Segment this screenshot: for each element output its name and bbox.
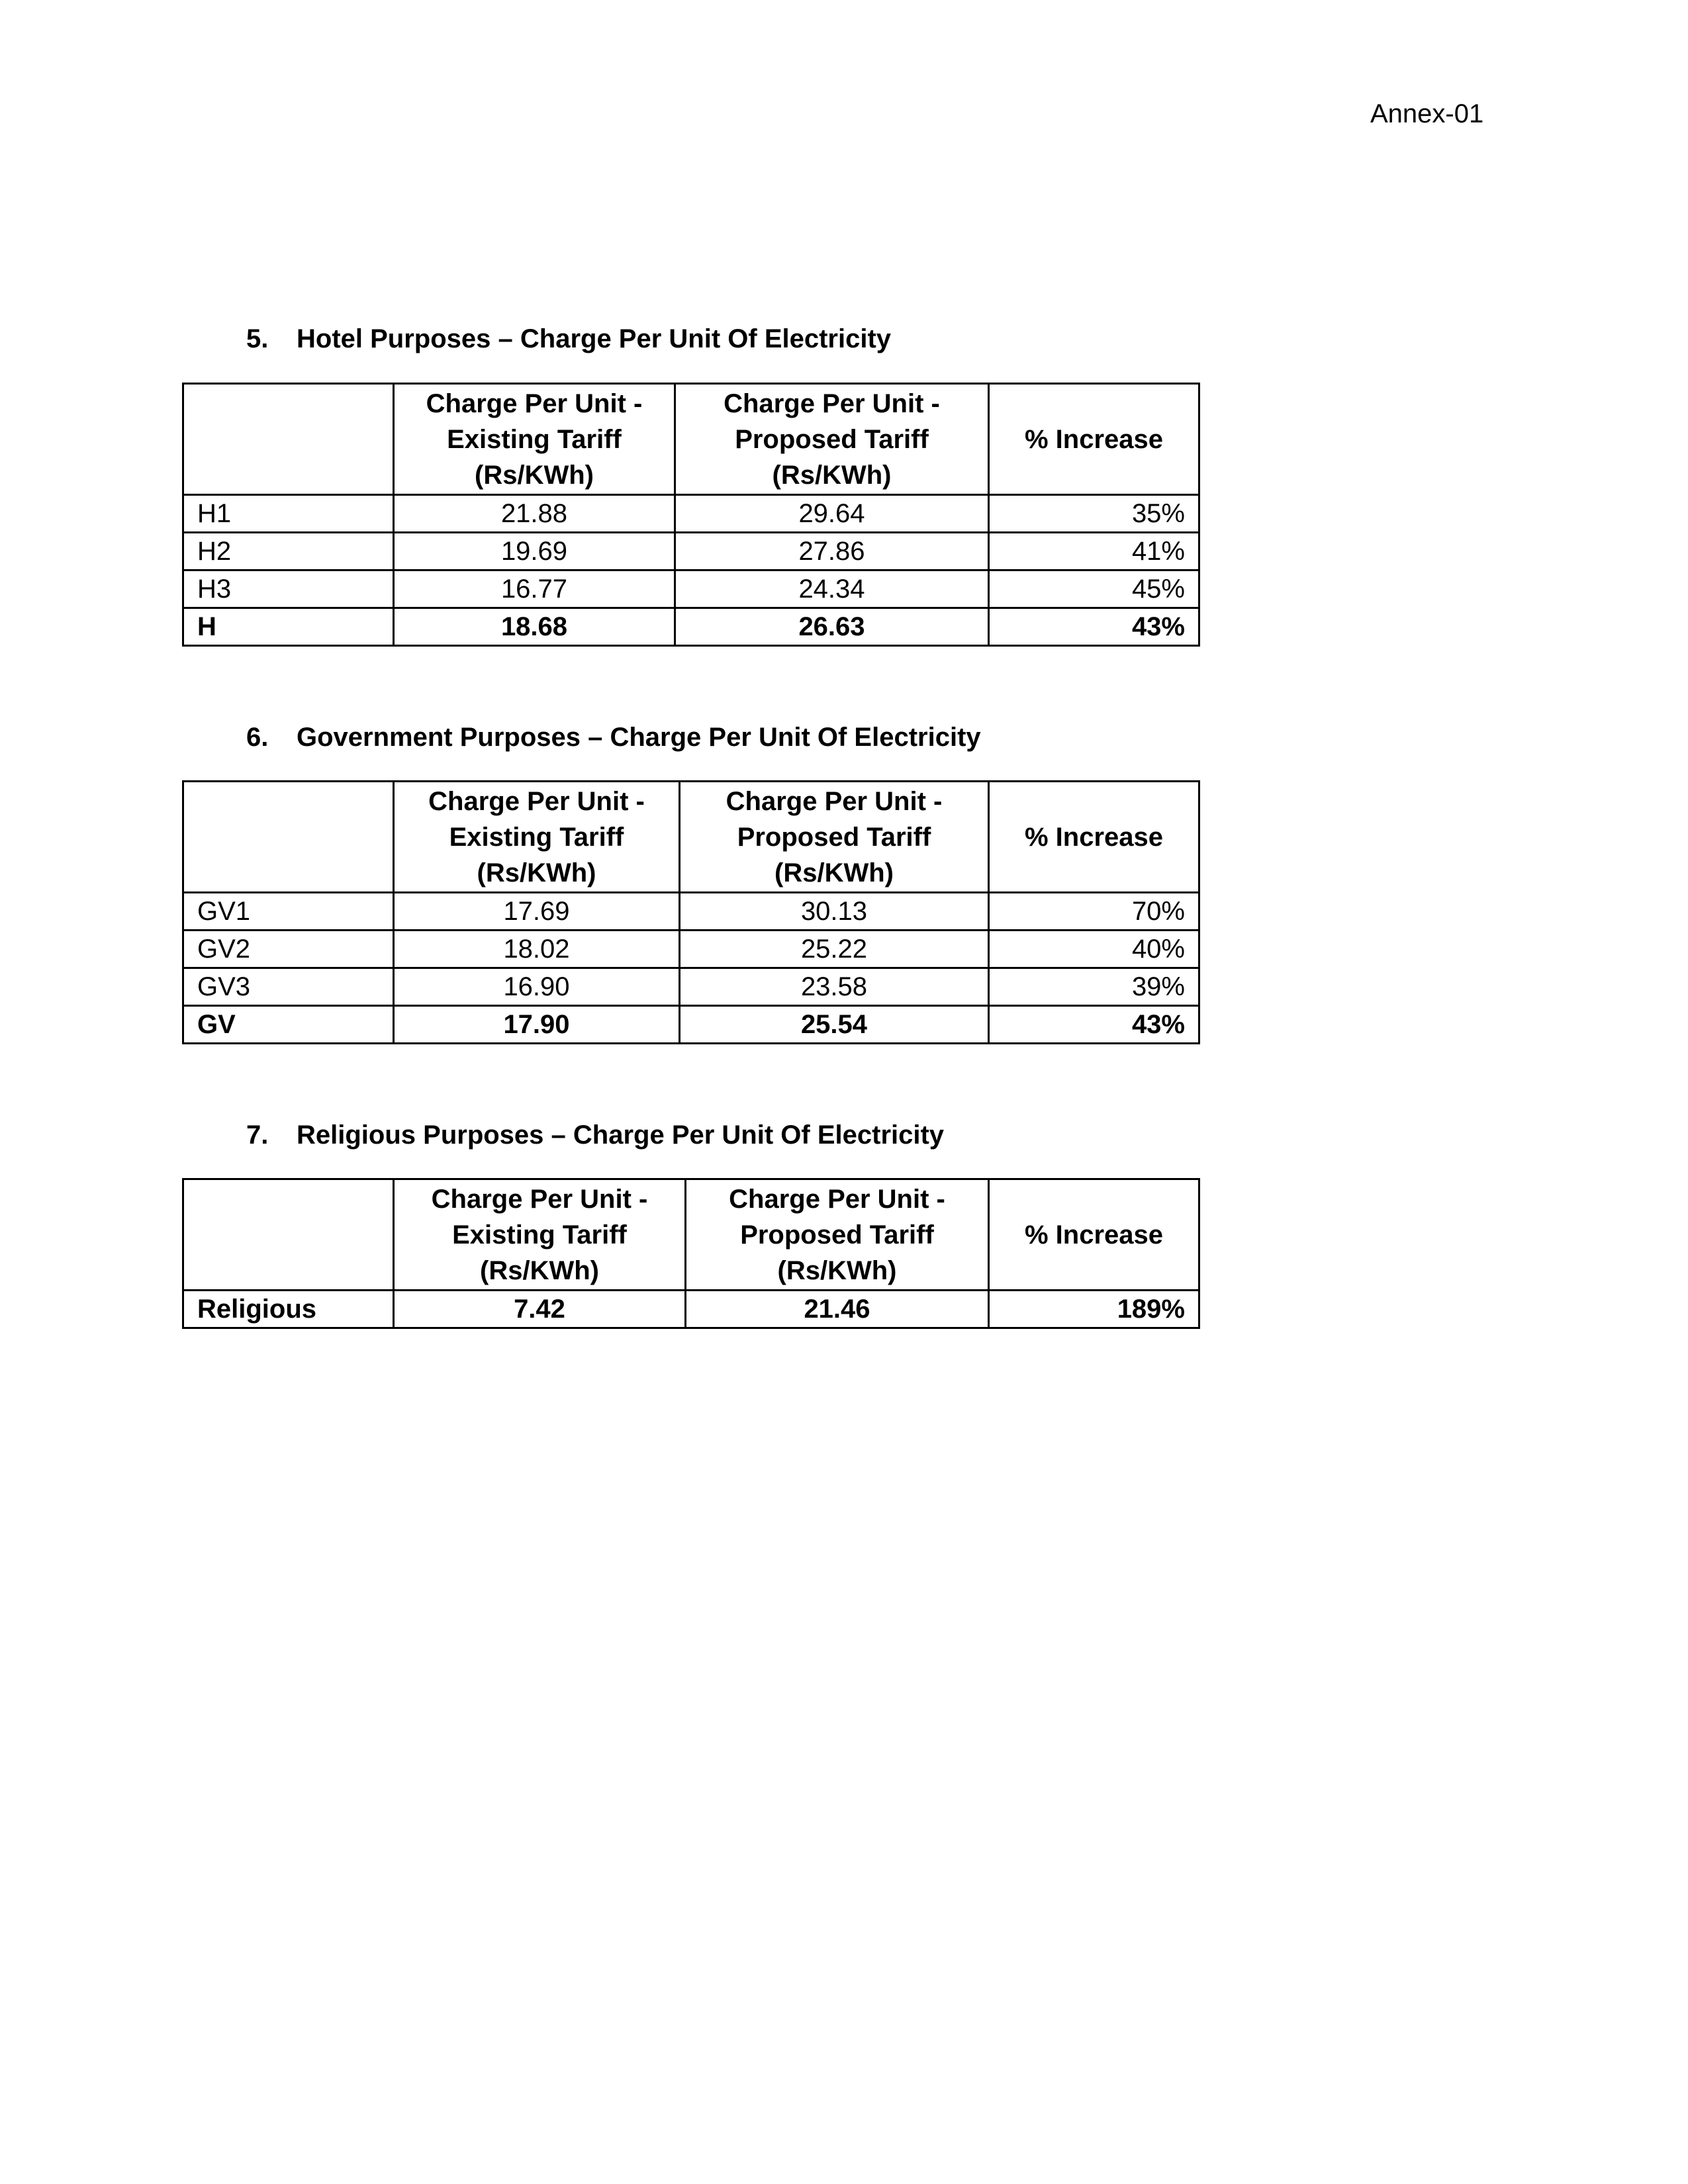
government-tariff-table [182,780,1200,1044]
section-number: 6. [246,723,269,752]
section-title-text: Hotel Purposes – Charge Per Unit Of Electricity [297,324,892,353]
increase-cell: 45% [989,570,1199,608]
religious-tariff-table [182,1178,1200,1329]
existing-tariff-cell: 18.68 [394,608,675,646]
section-title-religious [246,1119,944,1151]
row-label: H2 [183,533,394,570]
proposed-tariff-cell: 26.63 [675,608,989,646]
header-cell: % Increase [989,384,1199,495]
header-cell: Charge Per Unit - Proposed Tariff (Rs/KWh) [680,782,989,893]
table-row [183,968,1199,1006]
row-label: H3 [183,570,394,608]
row-label: Religious [183,1291,394,1328]
existing-tariff-cell: 16.77 [394,570,675,608]
table-header-row [183,384,1199,495]
table-total-row [183,1006,1199,1044]
table-header-row [183,782,1199,893]
existing-tariff-cell: 21.88 [394,495,675,533]
increase-cell: 41% [989,533,1199,570]
proposed-tariff-cell: 23.58 [680,968,989,1006]
proposed-tariff-cell: 27.86 [675,533,989,570]
proposed-tariff-cell: 25.54 [680,1006,989,1044]
hotel-tariff-table [182,383,1200,647]
row-label: GV [183,1006,394,1044]
section-title-text: Religious Purposes – Charge Per Unit Of Electricity [297,1120,945,1150]
table-row [183,1291,1199,1328]
increase-cell: 43% [989,608,1199,646]
table-row [183,570,1199,608]
proposed-tariff-cell: 21.46 [686,1291,989,1328]
section-title-government [246,721,981,753]
proposed-tariff-cell: 30.13 [680,893,989,931]
row-label: H1 [183,495,394,533]
table-total-row [183,608,1199,646]
row-label: GV3 [183,968,394,1006]
proposed-tariff-cell: 25.22 [680,931,989,968]
table-row [183,893,1199,931]
section-title-hotel [246,323,891,355]
row-label: GV1 [183,893,394,931]
table-row [183,533,1199,570]
header-cell [183,1179,394,1291]
section-number: 7. [246,1120,269,1150]
table-header-row [183,1179,1199,1291]
row-label: H [183,608,394,646]
existing-tariff-cell: 16.90 [394,968,680,1006]
increase-cell: 189% [989,1291,1199,1328]
header-cell: Charge Per Unit - Existing Tariff (Rs/KWh) [394,1179,686,1291]
proposed-tariff-cell: 24.34 [675,570,989,608]
header-cell [183,782,394,893]
proposed-tariff-cell: 29.64 [675,495,989,533]
existing-tariff-cell: 17.69 [394,893,680,931]
existing-tariff-cell: 17.90 [394,1006,680,1044]
existing-tariff-cell: 18.02 [394,931,680,968]
existing-tariff-cell: 19.69 [394,533,675,570]
increase-cell: 40% [989,931,1199,968]
header-cell: Charge Per Unit - Existing Tariff (Rs/KWh) [394,782,680,893]
header-cell [183,384,394,495]
increase-cell: 70% [989,893,1199,931]
header-cell: Charge Per Unit - Existing Tariff (Rs/KWh) [394,384,675,495]
header-cell: % Increase [989,1179,1199,1291]
existing-tariff-cell: 7.42 [394,1291,686,1328]
increase-cell: 39% [989,968,1199,1006]
section-title-text: Government Purposes – Charge Per Unit Of Electricity [297,723,981,752]
section-number: 5. [246,324,269,353]
header-cell: Charge Per Unit - Proposed Tariff (Rs/KWh) [686,1179,989,1291]
increase-cell: 35% [989,495,1199,533]
table-row [183,931,1199,968]
annex-label: Annex-01 [1370,99,1484,128]
header-cell: Charge Per Unit - Proposed Tariff (Rs/KWh) [675,384,989,495]
row-label: GV2 [183,931,394,968]
increase-cell: 43% [989,1006,1199,1044]
table-row [183,495,1199,533]
header-cell: % Increase [989,782,1199,893]
